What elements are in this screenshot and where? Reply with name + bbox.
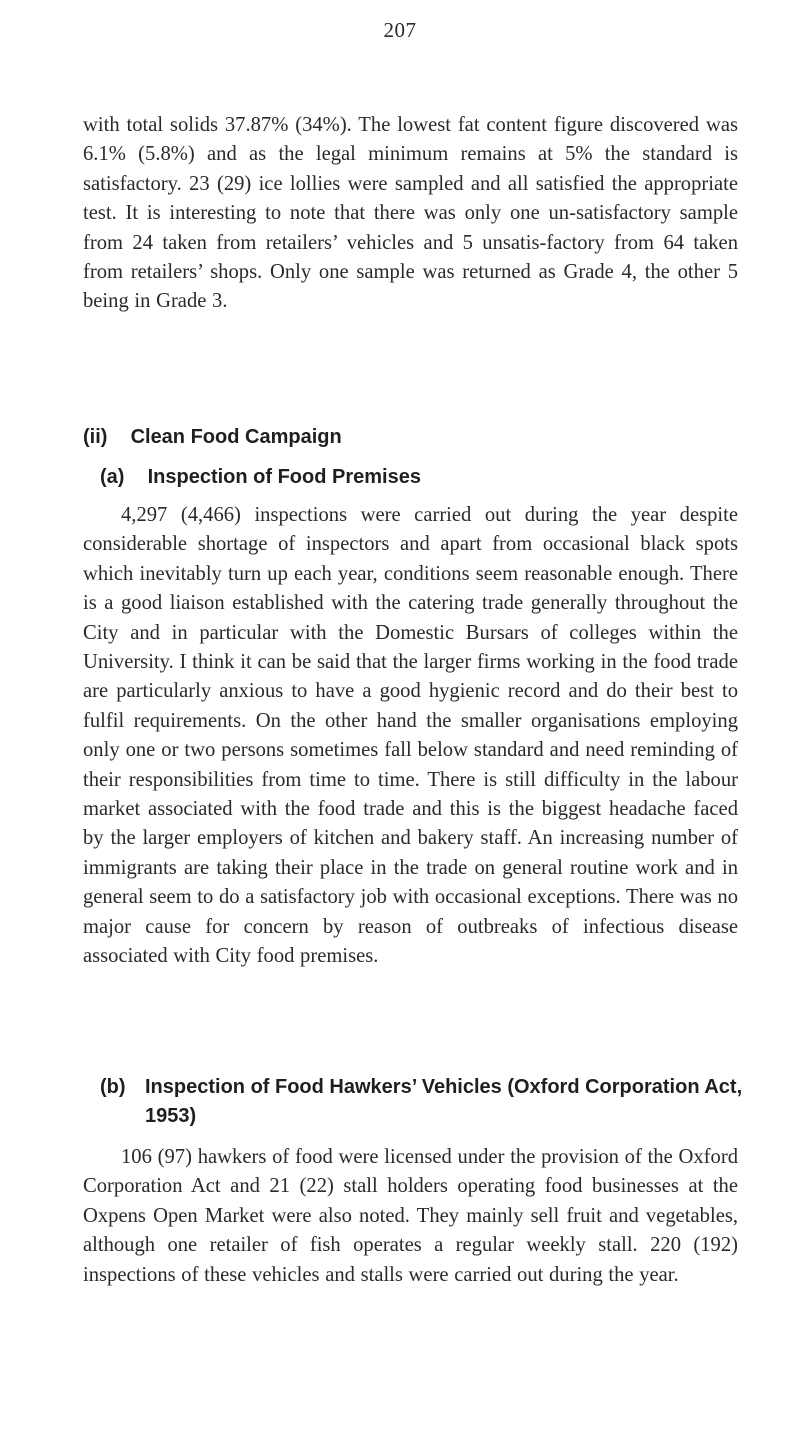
- section-ii-title: Clean Food Campaign: [130, 426, 342, 448]
- section-a-number: (a): [100, 466, 125, 488]
- continuation-paragraph: with total solids 37.87% (34%). The lowest fat content figure discovered was 6.1% (5.8%) and as the legal minimum remains at 5% the standard is satisfactory. 23 (29) ice lollies were sampled and all satisfied the appropriate test. It is interesting to note that there was only one un-satisfactory sample from 24 taken from retailers’ vehicles and 5 unsatis-factory from 64 taken from retailers’ shops. Only one sample was returned as Grade 4, the other 5 being in Grade 3.: [83, 114, 738, 313]
- section-b-heading: [100, 1073, 755, 1131]
- section-ii-number: (ii): [83, 426, 108, 448]
- page-number: 207: [383, 18, 417, 42]
- section-b-number: (b): [100, 1076, 126, 1098]
- section-b-paragraph: 106 (97) hawkers of food were licensed under the provision of the Oxford Corporation Act and 21 (22) stall holders operating food businesses at the Oxpens Open Market were also noted. They mainly sell fruit and vegetables, although one retailer of fish operates a regular weekly stall. 220 (192) inspections of these vehicles and stalls were carried out during the year.: [83, 1146, 738, 1286]
- section-ii-heading: [83, 423, 342, 452]
- section-a-title: Inspection of Food Premises: [147, 466, 421, 488]
- section-a-paragraph: 4,297 (4,466) inspections were carried out during the year despite considerable shortage of inspectors and apart from occasional black spots which inevitably turn up each year, conditions seem reasonable enough. There is a good liaison established with the catering trade generally throughout the City and in particular with the Domestic Bursars of colleges within the University. I think it can be said that the larger firms working in the food trade are particularly anxious to have a good hygienic record and do their best to fulfil requirements. On the other hand the smaller organisations employing only one or two persons sometimes fall below standard and need reminding of their responsibilities from time to time. There is still difficulty in the labour market associated with the food trade and this is the biggest headache faced by the larger employers of kitchen and bakery staff. An increasing number of immigrants are taking their place in the trade on general routine work and in general seem to do a satisfactory job with occasional exceptions. There was no major cause for concern by reason of outbreaks of infectious disease associated with City food premises.: [83, 504, 738, 968]
- section-a-heading: [100, 463, 421, 492]
- section-b-title: Inspection of Food Hawkers’ Vehicles (Oxford Corporation Act, 1953): [145, 1076, 743, 1127]
